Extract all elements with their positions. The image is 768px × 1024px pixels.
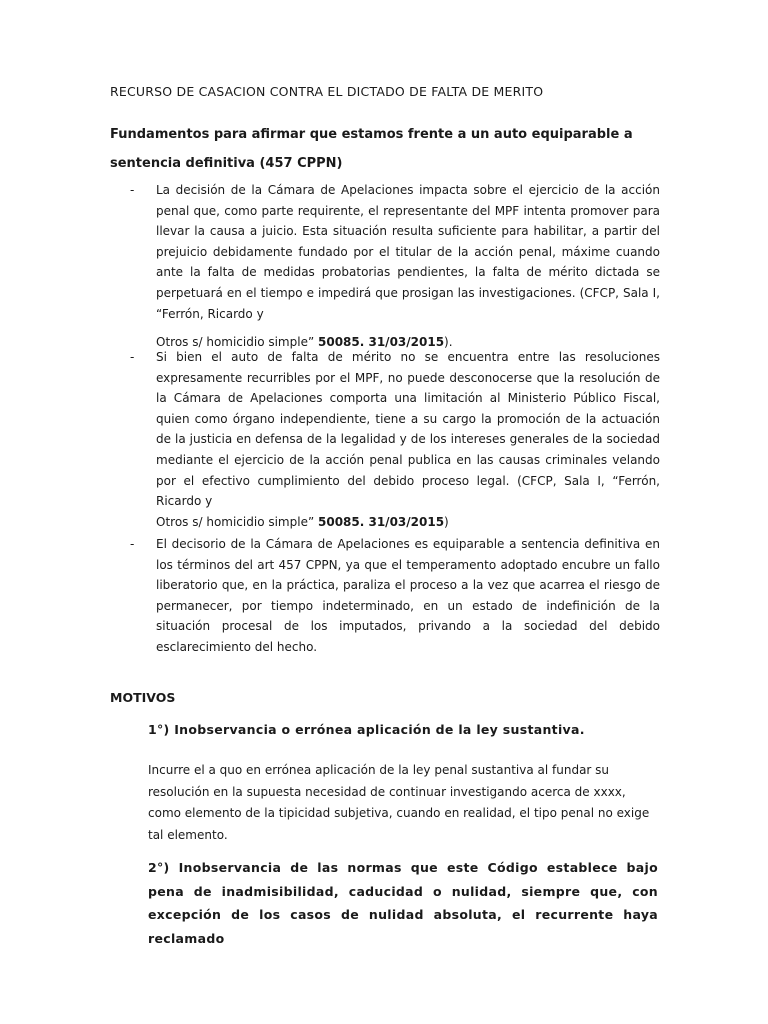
citation-suffix: ) — [444, 514, 449, 529]
citation-reference: 50085. 31/03/2015 — [318, 514, 445, 529]
citation-suffix: ). — [444, 335, 453, 350]
motive-heading: 2°) Inobservancia de las normas que este Código establece bajo pena de inadmisibilidad, caducidad o nulidad, siempre que, con excepción de los casos de nulidad absoluta, el recurrente haya reclamado — [148, 860, 658, 946]
bullet-item — [130, 347, 660, 532]
bullet-text — [156, 347, 660, 532]
document-subtitle: Fundamentos para afirmar que estamos frente a un auto equiparable a sentencia definitiva (457 CPPN) — [110, 127, 633, 171]
motive-heading: 1°) Inobservancia o errónea aplicación de la ley sustantiva. — [148, 722, 585, 737]
citation-reference: 50085. 31/03/2015 — [318, 335, 445, 350]
bullet-marker: - — [130, 537, 135, 551]
citation-prefix: Otros s/ homicidio simple” — [156, 335, 318, 350]
citation-prefix: Otros s/ homicidio simple” — [156, 514, 318, 529]
bullet-paragraph: Si bien el auto de falta de mérito no se encuentra entre las resoluciones expresamente recurribles por el MPF, no puede desconocerse que la resolución de la Cámara de Apelaciones comporta una limitación al Ministerio Público Fiscal, quien como órgano independiente, tiene a su cargo la promoción de la actuación de la justicia en defensa de la legalidad y de los intereses generales de la sociedad mediante el ejercicio de la acción penal publica en las causas criminales velando por el efectivo cumplimiento del debido proceso legal. (CFCP, Sala I, “Ferrón, Ricardo y — [156, 350, 660, 509]
bullet-paragraph: La decisión de la Cámara de Apelaciones impacta sobre el ejercicio de la acción penal que, como parte requirente, el representante del MPF intenta promover para llevar la causa a juicio. Esta situación resulta suficiente para habilitar, a partir del prejuicio debidamente fundado por el titular de la acción penal, máxime cuando ante la falta de medidas probatorias pendientes, la falta de mérito dictada se perpetuará en el tiempo e impedirá que prosigan las investigaciones. (CFCP, Sala I, “Ferrón, Ricardo y — [156, 183, 660, 321]
motive-body: Incurre el a quo en errónea aplicación de la ley penal sustantiva al fundar su resolución en la supuesta necesidad de continuar investigando acerca de xxxx, como elemento de la tipicidad subjetiva, cuando en realidad, el tipo penal no exige tal elemento. — [148, 763, 650, 842]
bullet-item — [130, 534, 660, 658]
document-title: RECURSO DE CASACION CONTRA EL DICTADO DE FALTA DE MERITO — [110, 84, 544, 99]
bullet-text — [156, 180, 660, 353]
bullet-paragraph: El decisorio de la Cámara de Apelaciones es equiparable a sentencia definitiva en los términos del art 457 CPPN, ya que el temperamento adoptado encubre un fallo liberatorio que, en la práctica, paraliza el proceso a la vez que acarrea el riesgo de permanecer, por tiempo indeterminado, en un estado de indefinición de la situación procesal de los imputados, privando a la sociedad del debido esclarecimiento del hecho. — [156, 537, 660, 654]
bullet-marker: - — [130, 183, 135, 197]
section-heading-motivos: MOTIVOS — [110, 690, 176, 705]
bullet-marker: - — [130, 350, 135, 364]
citation — [156, 512, 660, 533]
bullet-text — [156, 534, 660, 658]
bullet-item — [130, 180, 660, 353]
